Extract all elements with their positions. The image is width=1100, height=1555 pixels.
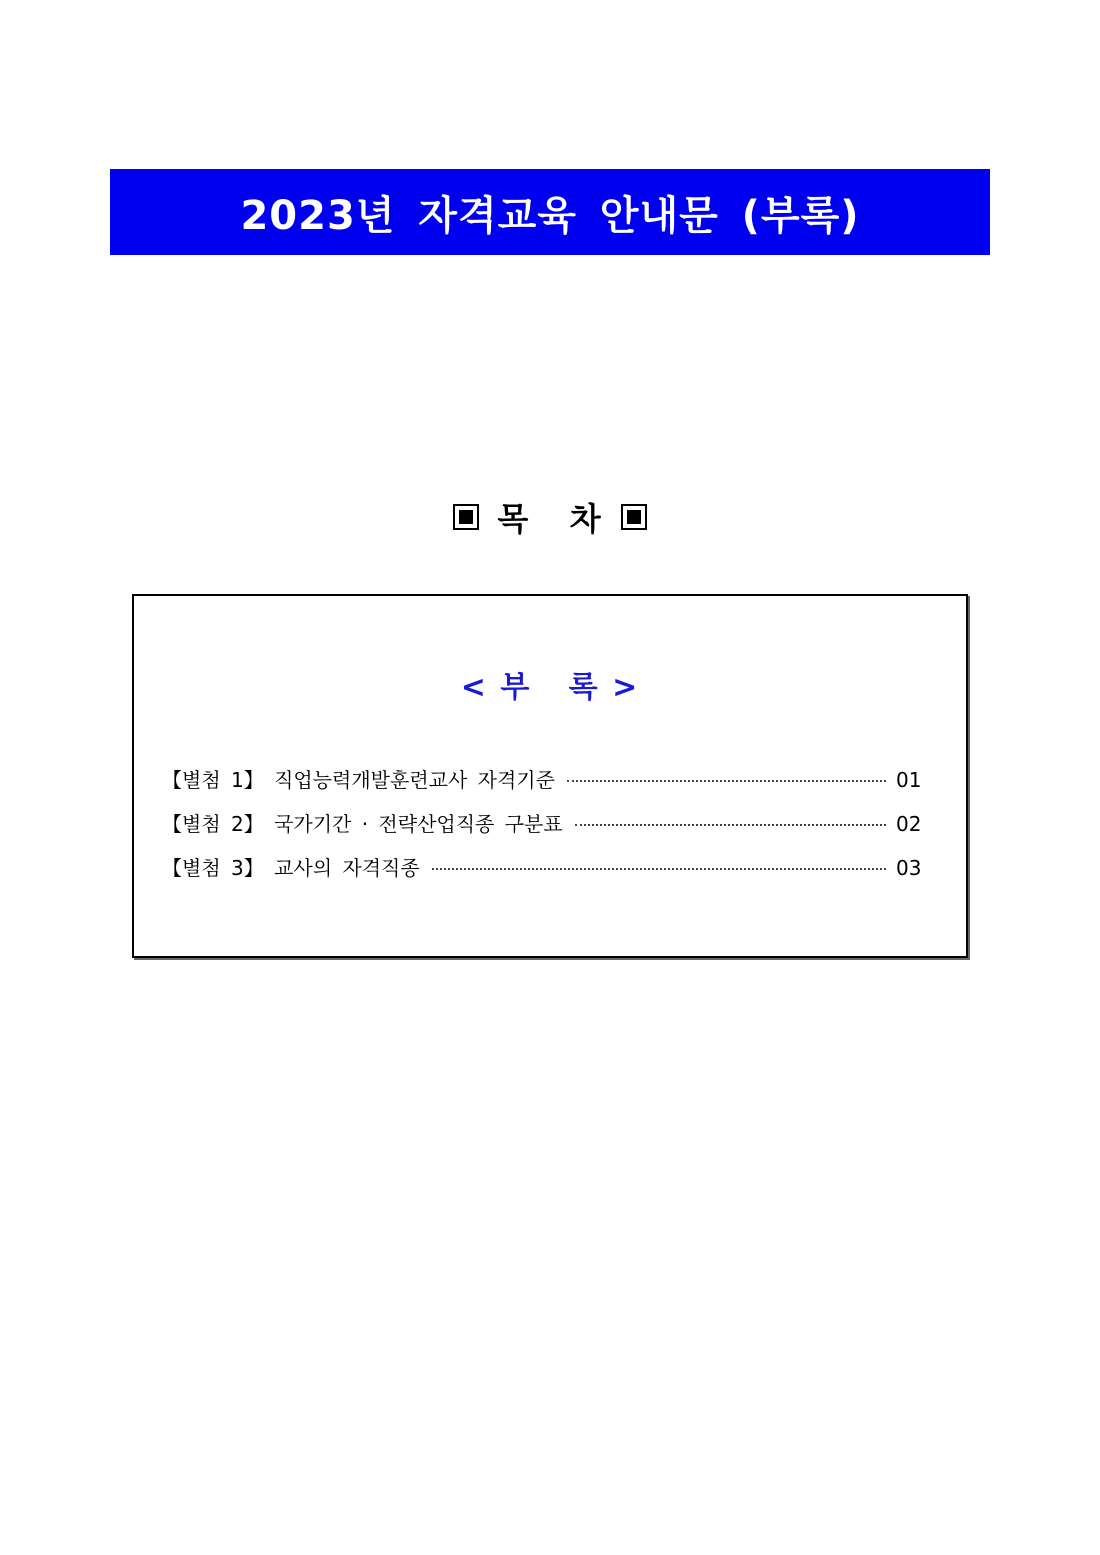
toc-item-3[interactable] [162, 852, 920, 896]
toc-heading-text: 목 차 [497, 500, 603, 538]
appendix-box [132, 594, 968, 958]
document-title: 2023년 자격교육 안내문 (부록) [240, 192, 860, 239]
toc-list [162, 764, 920, 896]
appendix-subtitle: < 부 록 > [460, 670, 640, 705]
toc-item-1[interactable] [162, 764, 920, 808]
dot-leader [432, 868, 886, 870]
boxed-square-icon [453, 504, 479, 530]
toc-item-page: 02 [896, 812, 922, 836]
toc-heading [0, 492, 1100, 542]
dot-leader [567, 780, 886, 782]
toc-item-label: 【별첨 3】 교사의 자격직종 [162, 856, 420, 880]
title-banner [110, 169, 990, 255]
dot-leader [575, 824, 886, 826]
toc-item-label: 【별첨 2】 국가기간 · 전략산업직종 구분표 [162, 812, 563, 836]
toc-item-2[interactable] [162, 808, 920, 852]
toc-item-page: 03 [896, 856, 922, 880]
boxed-square-icon [621, 504, 647, 530]
toc-item-page: 01 [896, 768, 922, 792]
toc-item-label: 【별첨 1】 직업능력개발훈련교사 자격기준 [162, 768, 555, 792]
